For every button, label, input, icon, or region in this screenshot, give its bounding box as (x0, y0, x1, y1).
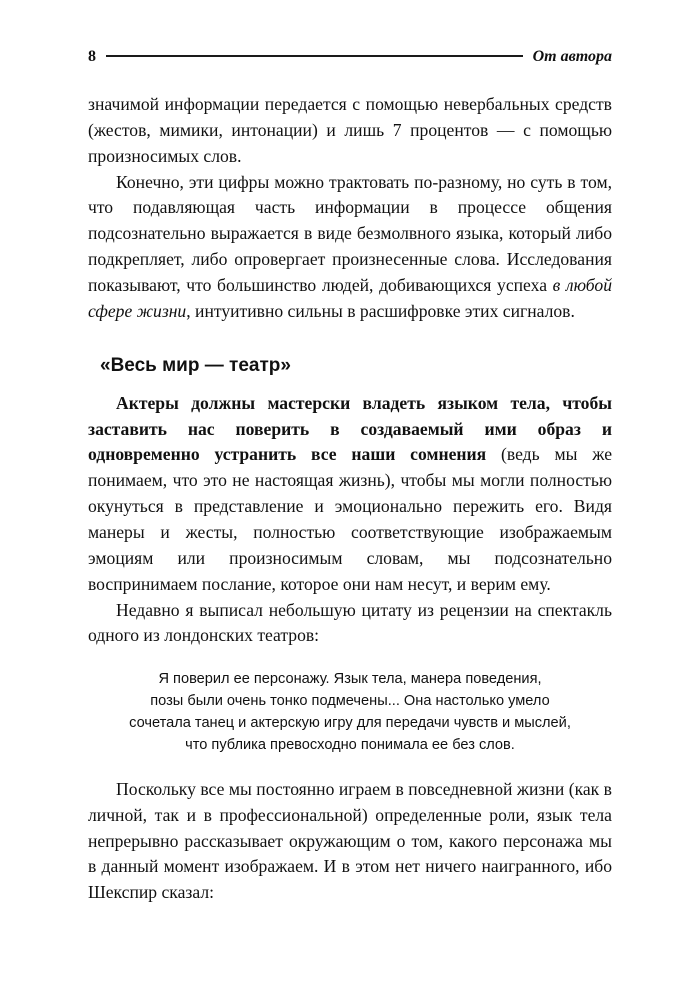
pull-quote-line: позы были очень тонко подмечены... Она настолько умело (150, 693, 550, 710)
pull-quote-line: сочетала танец и актерскую игру для передачи чувств и мыслей, (129, 715, 571, 732)
page-number: 8 (88, 48, 96, 65)
page-content (88, 48, 612, 906)
running-head (88, 48, 612, 78)
running-head-rule (106, 55, 523, 57)
pull-quote-line: что публика превосходно понимала ее без слов. (185, 737, 515, 753)
paragraph-2-run-1: Конечно, эти цифры можно трактовать по-разному, но суть в том, что подавляющая часть информации в процессе общения подсознательно выражается в виде безмолвного языка, который либо подкрепляет, либо опровергает произнесенные слова. Исследования показывают, что большинство людей, добивающихся успеха (88, 171, 612, 296)
section-heading: «Весь мир — театр» (100, 354, 291, 376)
paragraph-4: Недавно я выписал небольшую цитату из рецензии на спектакль одного из лондонских театров: (88, 599, 612, 646)
paragraph-3-run-2: (ведь мы же понимаем, что это не настоящая жизнь), чтобы мы могли полностью окунуться в представление и эмоционально пережить его. Видя манеры и жесты, полностью соответствующие изображаемым эмоциям или произносимым словам, мы подсознательно воспринимаем послание, которое они нам несут, и верим ему. (88, 444, 612, 594)
running-head-title: От автора (532, 48, 612, 65)
paragraph-1: значимой информации передается с помощью невербальных средств (жестов, мимики, интонации) и лишь 7 процентов — с помощью произносимых слов. (88, 94, 612, 166)
paragraph-3 (88, 391, 612, 598)
pull-quote (122, 669, 578, 757)
paragraph-3-run-1-bold: Актеры должны мастерски владеть языком тела, чтобы заставить нас поверить в создаваемый ими образ и одновременно устранить все наши сомнения (88, 392, 612, 465)
paragraph-2 (88, 170, 612, 325)
paragraph-5: Поскольку все мы постоянно играем в повседневной жизни (как в личной, так и в профессиональной) определенные роли, язык тела непрерывно рассказывает окружающим о том, какого персонажа мы в данный момент изображаем. И в этом нет ничего наигранного, ибо Шекспир сказал: (88, 778, 612, 903)
paragraph-2-run-3: , интуитивно сильны в расшифровке этих сигналов. (186, 300, 575, 321)
pull-quote-line: Я поверил ее персонажу. Язык тела, манера поведения, (158, 671, 542, 688)
paragraph-2-run-2-italic: в любой сфере жизни (88, 275, 612, 321)
